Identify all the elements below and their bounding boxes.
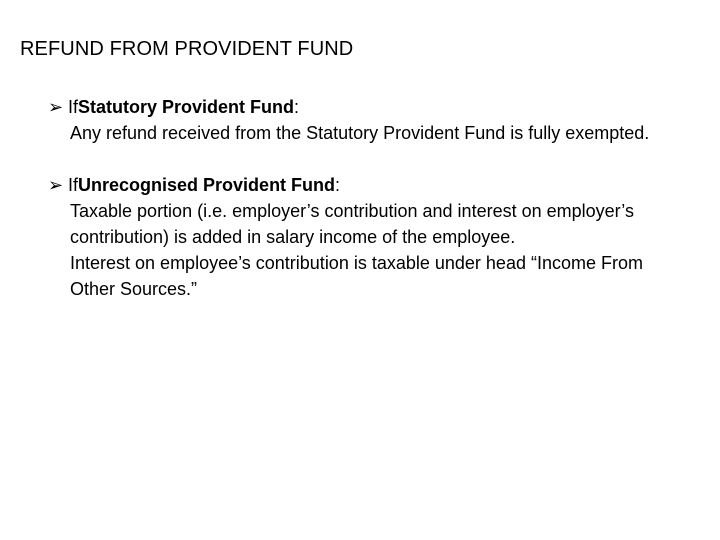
bullet-paragraph: Taxable portion (i.e. employer’s contribution and interest on employer’s contribution) is added in salary income of the employee.: [70, 201, 634, 247]
bullet-paragraph: Any refund received from the Statutory Provident Fund is fully exempted.: [70, 123, 650, 143]
bullet-body: [70, 198, 660, 302]
bullet-statutory-pf: [48, 94, 688, 146]
bullet-body: [70, 120, 660, 146]
bullet-heading-emphasis: Unrecognised Provident Fund: [78, 175, 336, 195]
slide-title: REFUND FROM PROVIDENT FUND: [20, 38, 354, 60]
bullet-heading-emphasis: Statutory Provident Fund: [78, 97, 295, 117]
bullet-heading-suffix: :: [294, 97, 300, 117]
bullet-heading-suffix: :: [335, 175, 341, 195]
bullet-paragraph: Interest on employee’s contribution is taxable under head “Income From Other Sources.”: [70, 253, 643, 299]
bullet-unrecognised-pf: [48, 172, 688, 302]
arrow-bullet-icon: ➢: [48, 175, 64, 195]
bullet-heading: [48, 172, 688, 198]
bullet-list: [48, 94, 688, 328]
bullet-heading: [48, 94, 688, 120]
arrow-bullet-icon: ➢: [48, 97, 64, 117]
bullet-heading-prefix: If: [68, 97, 79, 117]
bullet-heading-prefix: If: [68, 175, 79, 195]
